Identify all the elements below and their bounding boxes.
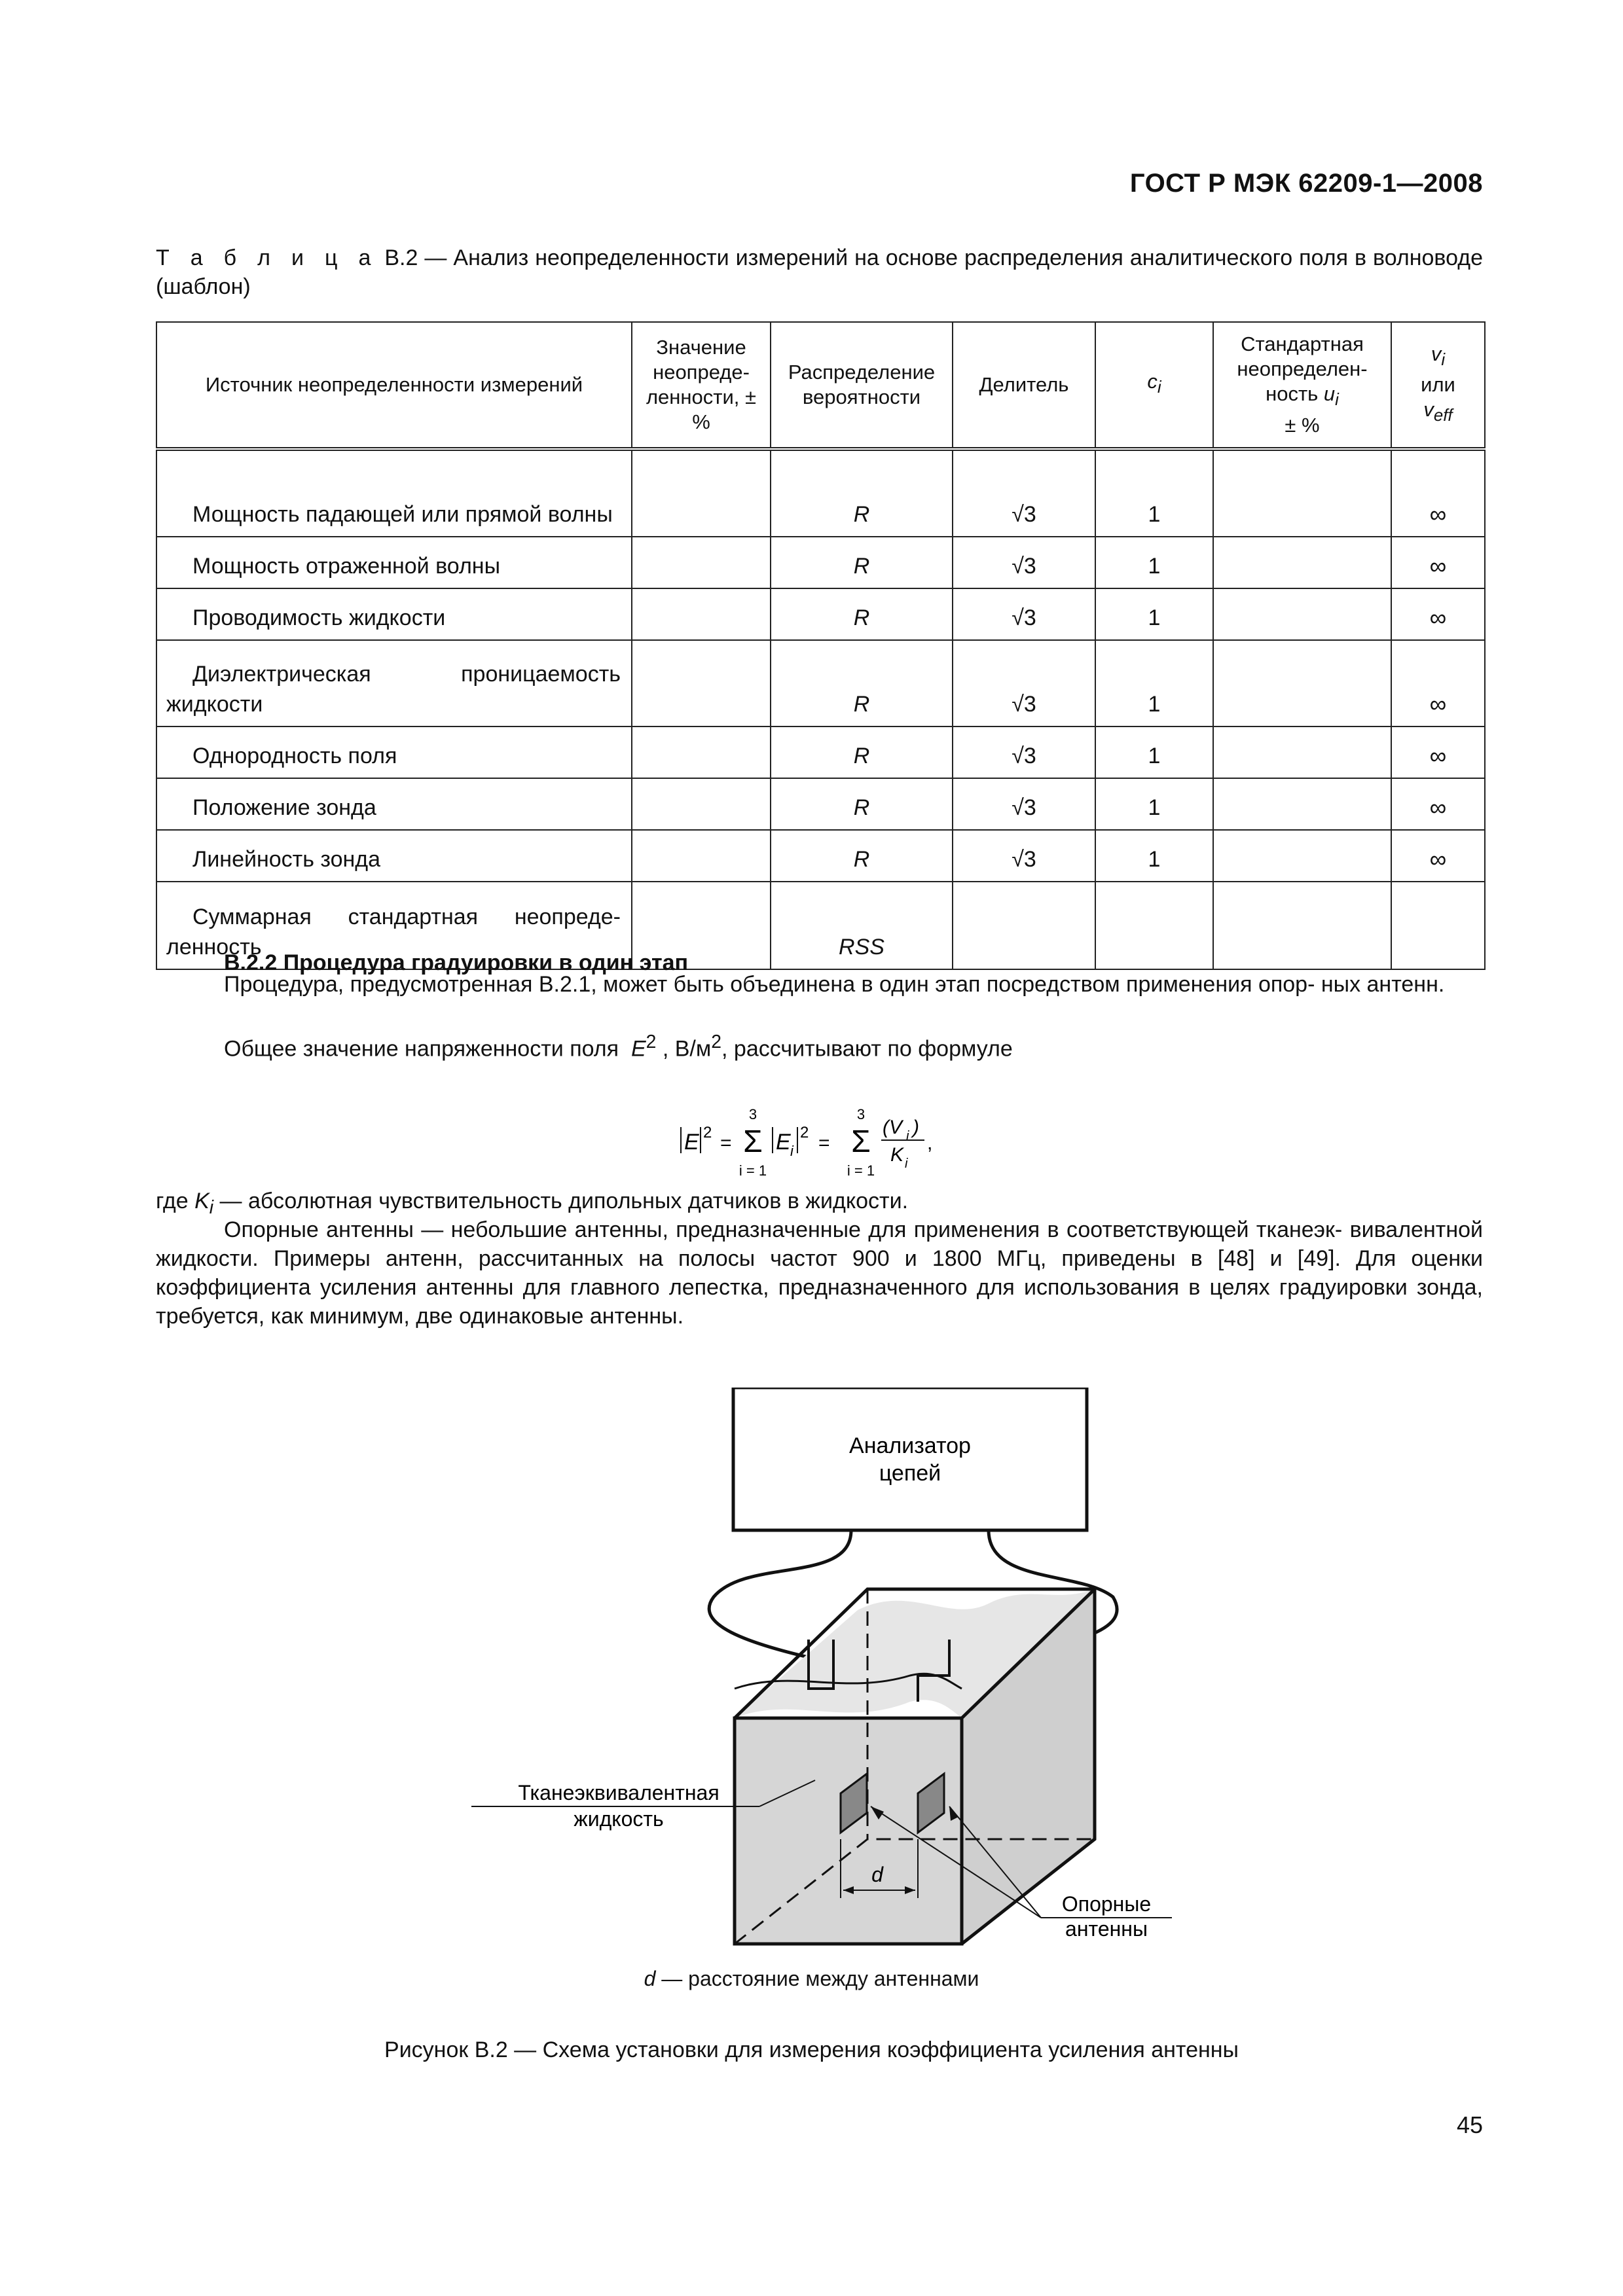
cell-divisor: √3 xyxy=(953,449,1095,537)
liquid-label-1: Тканеэквивалентная xyxy=(518,1781,720,1804)
cell-divisor: √3 xyxy=(953,640,1095,726)
cell-dof: ∞ xyxy=(1391,537,1485,588)
liquid-label-2: жидкость xyxy=(574,1807,664,1831)
cell-std xyxy=(1213,726,1391,778)
cell-value xyxy=(632,726,771,778)
cell-ci: 1 xyxy=(1095,640,1213,726)
formula-Ei-sub: i xyxy=(790,1143,793,1159)
cell-source: Мощность падающей или прямой волны xyxy=(156,449,632,537)
document-header: ГОСТ Р МЭК 62209-1—2008 xyxy=(1129,169,1483,198)
formula-sq-1: 2 xyxy=(703,1124,712,1141)
cell-dof xyxy=(1391,882,1485,969)
cell-value xyxy=(632,640,771,726)
cell-distribution: R xyxy=(771,537,953,588)
cell-dof: ∞ xyxy=(1391,640,1485,726)
table-row xyxy=(156,726,1485,778)
table-header-row xyxy=(156,322,1485,449)
cell-value xyxy=(632,588,771,640)
paragraph-field-strength: Общее значение напряженности поля $E^2$ , $В/м^2$, рассчитывают по формуле xyxy=(224,1031,1013,1062)
cell-value xyxy=(632,778,771,830)
table-row xyxy=(156,449,1485,537)
cell-source: Диэлектрическая проницаемость жидкости xyxy=(156,640,632,726)
formula-sum1-bottom: i = 1 xyxy=(739,1162,767,1179)
cell-std xyxy=(1213,778,1391,830)
cell-distribution: R xyxy=(771,640,953,726)
cell-distribution: R xyxy=(771,726,953,778)
cell-divisor: √3 xyxy=(953,830,1095,882)
formula-eq-1: = xyxy=(720,1132,732,1154)
cell-ci: 1 xyxy=(1095,726,1213,778)
cell-source: Положение зонда xyxy=(156,778,632,830)
cell-distribution: R xyxy=(771,449,953,537)
formula-numerator-sub: i xyxy=(906,1129,909,1143)
cell-dof: ∞ xyxy=(1391,726,1485,778)
formula-sigma-2: Σ xyxy=(851,1124,871,1159)
formula-numerator: (V xyxy=(883,1117,902,1138)
cell-ci: 1 xyxy=(1095,588,1213,640)
cell-std xyxy=(1213,588,1391,640)
header-std-uncertainty: Стандартная неопределен- ность $u_i$ ± % xyxy=(1213,322,1391,449)
cell-ci: 1 xyxy=(1095,537,1213,588)
antennas-label-1: Опорные xyxy=(1061,1892,1152,1916)
page-number: 45 xyxy=(1456,2111,1483,2138)
table-row xyxy=(156,640,1485,726)
formula-sq-2: 2 xyxy=(800,1124,809,1141)
cell-std xyxy=(1213,830,1391,882)
analyzer-label-2: цепей xyxy=(879,1461,941,1486)
cell-value xyxy=(632,830,771,882)
cell-ci: 1 xyxy=(1095,830,1213,882)
setup-diagram xyxy=(452,1388,1192,1964)
cell-std xyxy=(1213,449,1391,537)
cell-source: Проводимость жидкости xyxy=(156,588,632,640)
uncertainty-table xyxy=(156,321,1486,970)
table-caption xyxy=(156,243,1483,301)
cell-dof: ∞ xyxy=(1391,778,1485,830)
tank-front-liquid xyxy=(735,1718,962,1944)
cell-ci: 1 xyxy=(1095,449,1213,537)
formula-comma: , xyxy=(927,1132,933,1154)
cell-distribution: R xyxy=(771,830,953,882)
header-ci: $c_i$ xyxy=(1095,322,1213,449)
table-caption-text: В.2 — Анализ неопределенности измерений на основе распределения аналитического поля в волноводе (шаблон) xyxy=(156,245,1484,299)
cell-std xyxy=(1213,537,1391,588)
cell-std xyxy=(1213,640,1391,726)
cell-source: Мощность отраженной волны xyxy=(156,537,632,588)
cell-source: Однородность поля xyxy=(156,726,632,778)
distance-d-label: d xyxy=(871,1863,883,1886)
table-row xyxy=(156,588,1485,640)
header-dof: $v_i$ или $v_{eff}$ xyxy=(1391,322,1485,449)
paragraph-where: где $K_i$ — абсолютная чувствительность дипольных датчиков в жидкости. xyxy=(156,1189,909,1218)
cell-dof: ∞ xyxy=(1391,449,1485,537)
cell-dof: ∞ xyxy=(1391,588,1485,640)
formula-numerator-close: ) xyxy=(913,1117,919,1138)
formula-sum2-bottom: i = 1 xyxy=(847,1162,875,1179)
figure-caption: Рисунок В.2 — Схема установки для измерения коэффициента усиления антенны xyxy=(384,2037,1239,2062)
paragraph-one-step: Процедура, предусмотренная В.2.1, может быть объединена в один этап посредством применения опор- ных антенн. xyxy=(224,972,1445,997)
figure-legend: d — расстояние между антеннами xyxy=(644,1967,979,1990)
formula-sigma-1: Σ xyxy=(743,1124,763,1159)
cell-divisor: √3 xyxy=(953,726,1095,778)
formula-sum1-top: 3 xyxy=(748,1106,757,1122)
cell-divisor xyxy=(953,882,1095,969)
table-row xyxy=(156,830,1485,882)
cell-divisor: √3 xyxy=(953,537,1095,588)
antennas-label-2: антенны xyxy=(1065,1917,1148,1941)
cell-ci xyxy=(1095,882,1213,969)
formula-sum2-top: 3 xyxy=(856,1106,866,1122)
cell-value xyxy=(632,537,771,588)
cell-divisor: √3 xyxy=(953,588,1095,640)
cell-ci: 1 xyxy=(1095,778,1213,830)
header-value: Значение неопреде- ленности, ± % xyxy=(632,322,771,449)
formula-denominator-sub: i xyxy=(905,1157,908,1171)
section-heading: В.2.2 Процедура градуировки в один этап xyxy=(224,950,689,975)
formula-eq-2: = xyxy=(818,1132,830,1154)
paragraph-reference-antennas: Опорные антенны — небольшие антенны, предназначенные для применения в соответствующей тканеэк- вивалентной жидкости. Примеры антенн, рассчитанных на полосы частот 900 и 1800 МГц, приведены в [48] и [49]. Для оценки коэффициента усиления антенны для главного лепестка, предназначенного для использования в целях градуировки зонда, требуется, как минимум, две одинаковые антенны. xyxy=(156,1217,1483,1329)
cell-distribution: R xyxy=(771,588,953,640)
table-row xyxy=(156,778,1485,830)
table-row xyxy=(156,537,1485,588)
header-divisor: Делитель xyxy=(953,322,1095,449)
cell-source: Линейность зонда xyxy=(156,830,632,882)
field-strength-formula xyxy=(674,1100,962,1185)
formula-Ei: E xyxy=(776,1130,791,1155)
header-distribution: Распределение вероятности xyxy=(771,322,953,449)
analyzer-label-1: Анализатор xyxy=(849,1433,971,1458)
cell-source: Суммарная стандартная неопреде- ленность xyxy=(156,882,632,969)
cell-distribution: RSS xyxy=(771,882,953,969)
cell-dof: ∞ xyxy=(1391,830,1485,882)
cell-std xyxy=(1213,882,1391,969)
table-caption-word: Т а б л и ц а xyxy=(156,245,378,270)
header-source: Источник неопределенности измерений xyxy=(156,322,632,449)
formula-E: E xyxy=(684,1130,699,1155)
formula-denominator: K xyxy=(890,1144,904,1166)
cell-divisor: √3 xyxy=(953,778,1095,830)
cell-value xyxy=(632,449,771,537)
cell-distribution: R xyxy=(771,778,953,830)
network-analyzer-box xyxy=(733,1388,1087,1530)
